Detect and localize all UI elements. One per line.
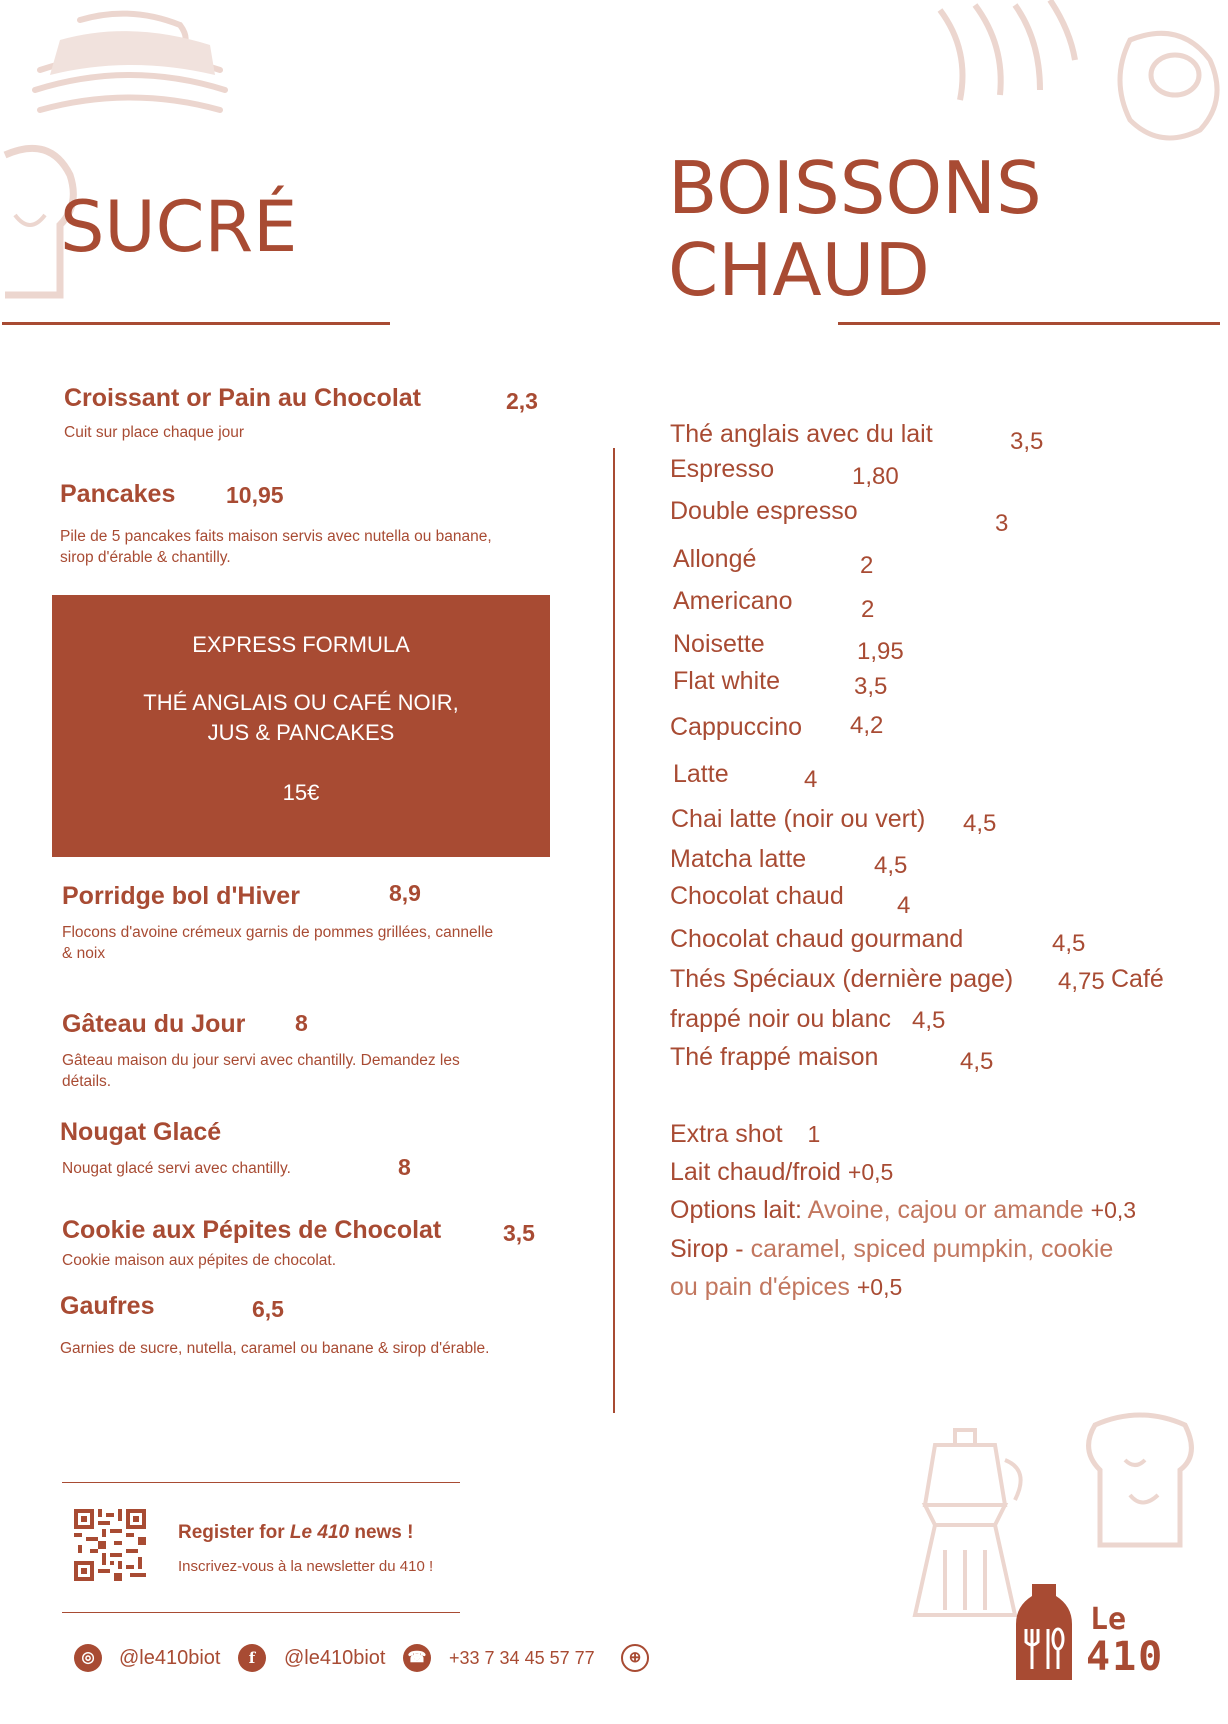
drinks-section-title-line2: CHAUD [668, 228, 930, 312]
toast-face-illustration [1080, 1405, 1205, 1555]
menu-item-price: 8 [398, 1154, 411, 1180]
menu-item-price: 10,95 [226, 482, 284, 508]
milk-options-text: Avoine, cajou or amande [807, 1196, 1084, 1224]
drink-price: 4,2 [850, 712, 884, 739]
syrup-text: caramel, spiced pumpkin, cookie [750, 1235, 1114, 1263]
logo-text-le: Le [1090, 1602, 1127, 1637]
menu-item-name: Gâteau du Jour [62, 1010, 246, 1038]
sweet-section-title: SUCRÉ [60, 186, 298, 268]
le410-logo [1014, 1584, 1164, 1684]
drinks-section-title-line1: BOISSONS [668, 146, 1042, 230]
drink-name: Thé anglais avec du lait [670, 420, 933, 448]
milk-options-label: Options lait: [670, 1196, 803, 1224]
newsletter-subtitle: Inscrivez-vous à la newsletter du 410 ! [178, 1558, 434, 1575]
express-formula-box [52, 595, 550, 857]
milk-row [670, 1158, 893, 1187]
drink-price: 4,5 [912, 1007, 946, 1034]
drink-name: Chocolat chaud gourmand [670, 925, 964, 953]
drink-name: Chocolat chaud [670, 882, 844, 910]
fried-egg-illustration [1110, 20, 1228, 150]
phone-icon[interactable]: ☎ [403, 1644, 431, 1672]
drink-price: 4,5 [1052, 930, 1086, 957]
drinks-title-underline [838, 322, 1220, 325]
syrup-row [670, 1235, 1113, 1264]
menu-item-description: Cuit sur place chaque jour [64, 424, 245, 441]
drink-price: 4,5 [874, 852, 908, 879]
express-formula-line1: THÉ ANGLAIS OU CAFÉ NOIR, [143, 690, 459, 715]
milk-options-price: +0,3 [1090, 1197, 1137, 1223]
instagram-handle[interactable]: @le410biot [119, 1647, 221, 1669]
facebook-handle[interactable]: @le410biot [284, 1647, 386, 1669]
newsletter-title-pre: Register for [178, 1522, 290, 1543]
menu-item-name: Porridge bol d'Hiver [62, 882, 300, 910]
extra-shot-row [670, 1120, 820, 1149]
menu-item-description: Gâteau maison du jour servi avec chantilly. Demandez les détails. [62, 1052, 460, 1090]
menu-item-description: Cookie maison aux pépites de chocolat. [62, 1252, 336, 1269]
milk-label: Lait chaud/froid [670, 1158, 841, 1186]
pancake-stack-illustration [20, 0, 240, 130]
drink-name-cafe-word: Café [1111, 965, 1164, 993]
logo-text-410: 410 [1086, 1634, 1165, 1680]
syrup-price: +0,5 [856, 1274, 903, 1300]
menu-item-price: 3,5 [503, 1220, 535, 1246]
menu-item-price: 8 [295, 1010, 308, 1036]
drink-name: Thés Spéciaux (dernière page) [670, 965, 1014, 993]
menu-item-price: 2,3 [506, 388, 538, 414]
qr-code-icon[interactable] [74, 1509, 146, 1581]
newsletter-title[interactable] [178, 1522, 413, 1544]
drink-price: 3,5 [854, 673, 888, 700]
drink-name: Allongé [673, 545, 757, 573]
menu-item-price: 6,5 [252, 1296, 284, 1322]
sweet-title-underline [2, 322, 390, 325]
drink-name: Espresso [670, 455, 775, 483]
express-formula-price: 15€ [282, 780, 320, 805]
menu-item-description: Flocons d'avoine crémeux garnis de pommes grillées, cannelle & noix [62, 924, 494, 962]
newsletter-top-rule [62, 1482, 460, 1483]
newsletter-title-post: news ! [349, 1522, 414, 1543]
menu-item-name: Pancakes [60, 480, 176, 508]
milk-options-row [670, 1196, 1136, 1225]
drink-name: Cappuccino [670, 713, 803, 741]
extra-shot-label: Extra shot [670, 1120, 783, 1148]
facebook-icon[interactable]: f [238, 1644, 266, 1672]
drink-price: 1,80 [852, 463, 899, 490]
drink-price: 4,5 [960, 1048, 994, 1075]
menu-item-name: Croissant or Pain au Chocolat [64, 384, 422, 412]
syrup-text-continued: ou pain d'épices [670, 1273, 850, 1301]
phone-number[interactable]: +33 7 34 45 57 77 [449, 1648, 595, 1668]
menu-item-description: Garnies de sucre, nutella, caramel ou banane & sirop d'érable. [60, 1340, 490, 1357]
drink-name: Noisette [673, 630, 765, 658]
menu-item-price: 8,9 [389, 880, 421, 906]
drink-price: 3 [995, 510, 1009, 537]
extra-shot-price: 1 [807, 1121, 821, 1147]
drink-price: 4,75 [1058, 968, 1105, 995]
newsletter-bottom-rule [62, 1612, 460, 1613]
drink-name: Matcha latte [670, 845, 807, 873]
menu-item-name: Gaufres [60, 1292, 155, 1320]
drink-name: Chai latte (noir ou vert) [671, 805, 926, 833]
drink-name-continued: frappé noir ou blanc [670, 1005, 891, 1033]
drink-price: 4,5 [963, 810, 997, 837]
syrup-label: Sirop - [670, 1235, 744, 1263]
syrup-row-continued [670, 1273, 902, 1302]
menu-item-name: Nougat Glacé [60, 1118, 222, 1146]
express-formula-title: EXPRESS FORMULA [192, 632, 410, 657]
bacon-illustration [930, 0, 1080, 110]
menu-item-name: Cookie aux Pépites de Chocolat [62, 1216, 442, 1244]
drink-price: 4 [804, 766, 818, 793]
milk-price: +0,5 [847, 1159, 894, 1185]
drink-price: 2 [861, 596, 875, 623]
drink-name: Double espresso [670, 497, 858, 525]
newsletter-title-brand: Le 410 [289, 1522, 350, 1543]
instagram-icon[interactable]: ◎ [74, 1644, 102, 1672]
column-divider [613, 448, 615, 1413]
drink-price: 1,95 [857, 638, 904, 665]
menu-item-description: Nougat glacé servi avec chantilly. [62, 1160, 291, 1177]
logo-mark-icon [1014, 1584, 1074, 1680]
drink-price: 2 [860, 552, 874, 579]
globe-icon[interactable]: ⊕ [621, 1644, 649, 1672]
drink-price: 4 [897, 892, 911, 919]
express-formula-line2: JUS & PANCAKES [207, 720, 395, 745]
drink-name: Latte [673, 760, 729, 788]
drink-name: Americano [673, 587, 793, 615]
drink-price: 3,5 [1010, 428, 1044, 455]
menu-item-description: Pile de 5 pancakes faits maison servis avec nutella ou banane, sirop d'érable & chantilly. [60, 528, 492, 566]
drink-name: Thé frappé maison [670, 1043, 879, 1071]
drink-name: Flat white [673, 667, 780, 695]
